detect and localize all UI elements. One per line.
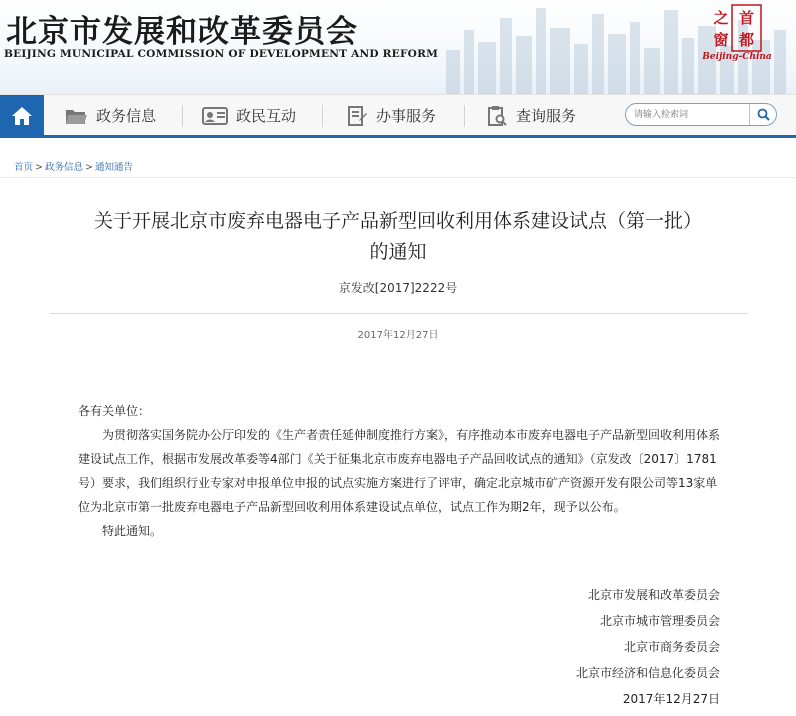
search-box	[625, 103, 777, 126]
search-icon	[757, 108, 770, 121]
signature-2: 北京市城市管理委员会	[599, 614, 720, 628]
document-number: 京发改[2017]2222号	[338, 281, 458, 295]
nav-item-government-info[interactable]	[64, 95, 156, 136]
body-paragraph: 为贯彻落实国务院办公厅印发的《生产者责任延伸制度推行方案》，有序推动本市废弃电器电子产品新型回收利用体系建设试点工作，根据市发展改革委等4部门《关于征集北京市废弃电器电子产品回收试点的通知》（京发改〔2017〕1781号）要求，我们组织行业专家对申报单位申报的试点实施方案进行了评审，确定北京城市矿产资源开发有限公司等13家单位为北京市第一批废弃电器电子产品新型回收利用体系建设试点单位，试点工作为期2年，现予以公布。	[78, 428, 721, 514]
breadcrumb-notices[interactable]: 通知通告	[94, 162, 133, 173]
search-input[interactable]	[634, 106, 744, 123]
home-button[interactable]	[0, 95, 44, 136]
closing-line: 特此通知。	[102, 524, 163, 538]
salutation: 各有关单位：	[78, 404, 151, 418]
publish-date: 2017年12月27日	[357, 330, 439, 341]
nav-label: 查询服务	[516, 107, 577, 125]
search-button[interactable]	[749, 104, 776, 125]
nav-item-online-services[interactable]	[346, 95, 436, 136]
nav-label: 政务信息	[96, 107, 157, 125]
divider	[0, 177, 796, 178]
breadcrumb: 首页 > 政务信息 > 通知通告	[14, 162, 133, 173]
divider	[50, 313, 748, 314]
logo-char-4: 窗	[713, 31, 729, 49]
signature-3: 北京市商务委员会	[623, 640, 720, 654]
article-body	[78, 399, 724, 543]
home-icon	[11, 106, 33, 126]
beijing-portal-logo[interactable]	[710, 4, 762, 52]
nav-divider	[464, 105, 465, 127]
org-name-english: BEIJING MUNICIPAL COMMISSION OF DEVELOPMENT AND REFORM	[4, 48, 439, 60]
signature-date: 2017年12月27日	[622, 692, 720, 706]
nav-item-public-interaction[interactable]	[202, 95, 296, 136]
nav-label: 办事服务	[376, 107, 437, 125]
nav-divider	[322, 105, 323, 127]
logo-char-2: 都	[738, 31, 755, 49]
breadcrumb-home[interactable]: 首页	[14, 162, 34, 173]
logo-char-3: 之	[713, 9, 729, 27]
site-header	[0, 0, 796, 94]
signature-1: 北京市发展和改革委员会	[587, 588, 720, 602]
logo-caption: Beijing-China	[702, 52, 772, 62]
main-nav	[0, 94, 796, 138]
article-title: 关于开展北京市废弃电器电子产品新型回收利用体系建设试点（第一批）的通知	[93, 210, 702, 263]
nav-divider	[182, 105, 183, 127]
org-name-chinese: 北京市发展和改革委员会	[6, 14, 358, 50]
nav-label: 政民互动	[236, 107, 297, 125]
clipboard-search-icon	[486, 105, 508, 127]
id-card-icon	[202, 106, 228, 126]
logo-char-1: 首	[738, 9, 755, 27]
nav-item-query-services[interactable]	[486, 95, 576, 136]
breadcrumb-government-info[interactable]: 政务信息	[44, 162, 83, 173]
document-icon	[346, 105, 368, 127]
folder-icon	[64, 105, 88, 127]
signature-4: 北京市经济和信息化委员会	[575, 666, 720, 680]
